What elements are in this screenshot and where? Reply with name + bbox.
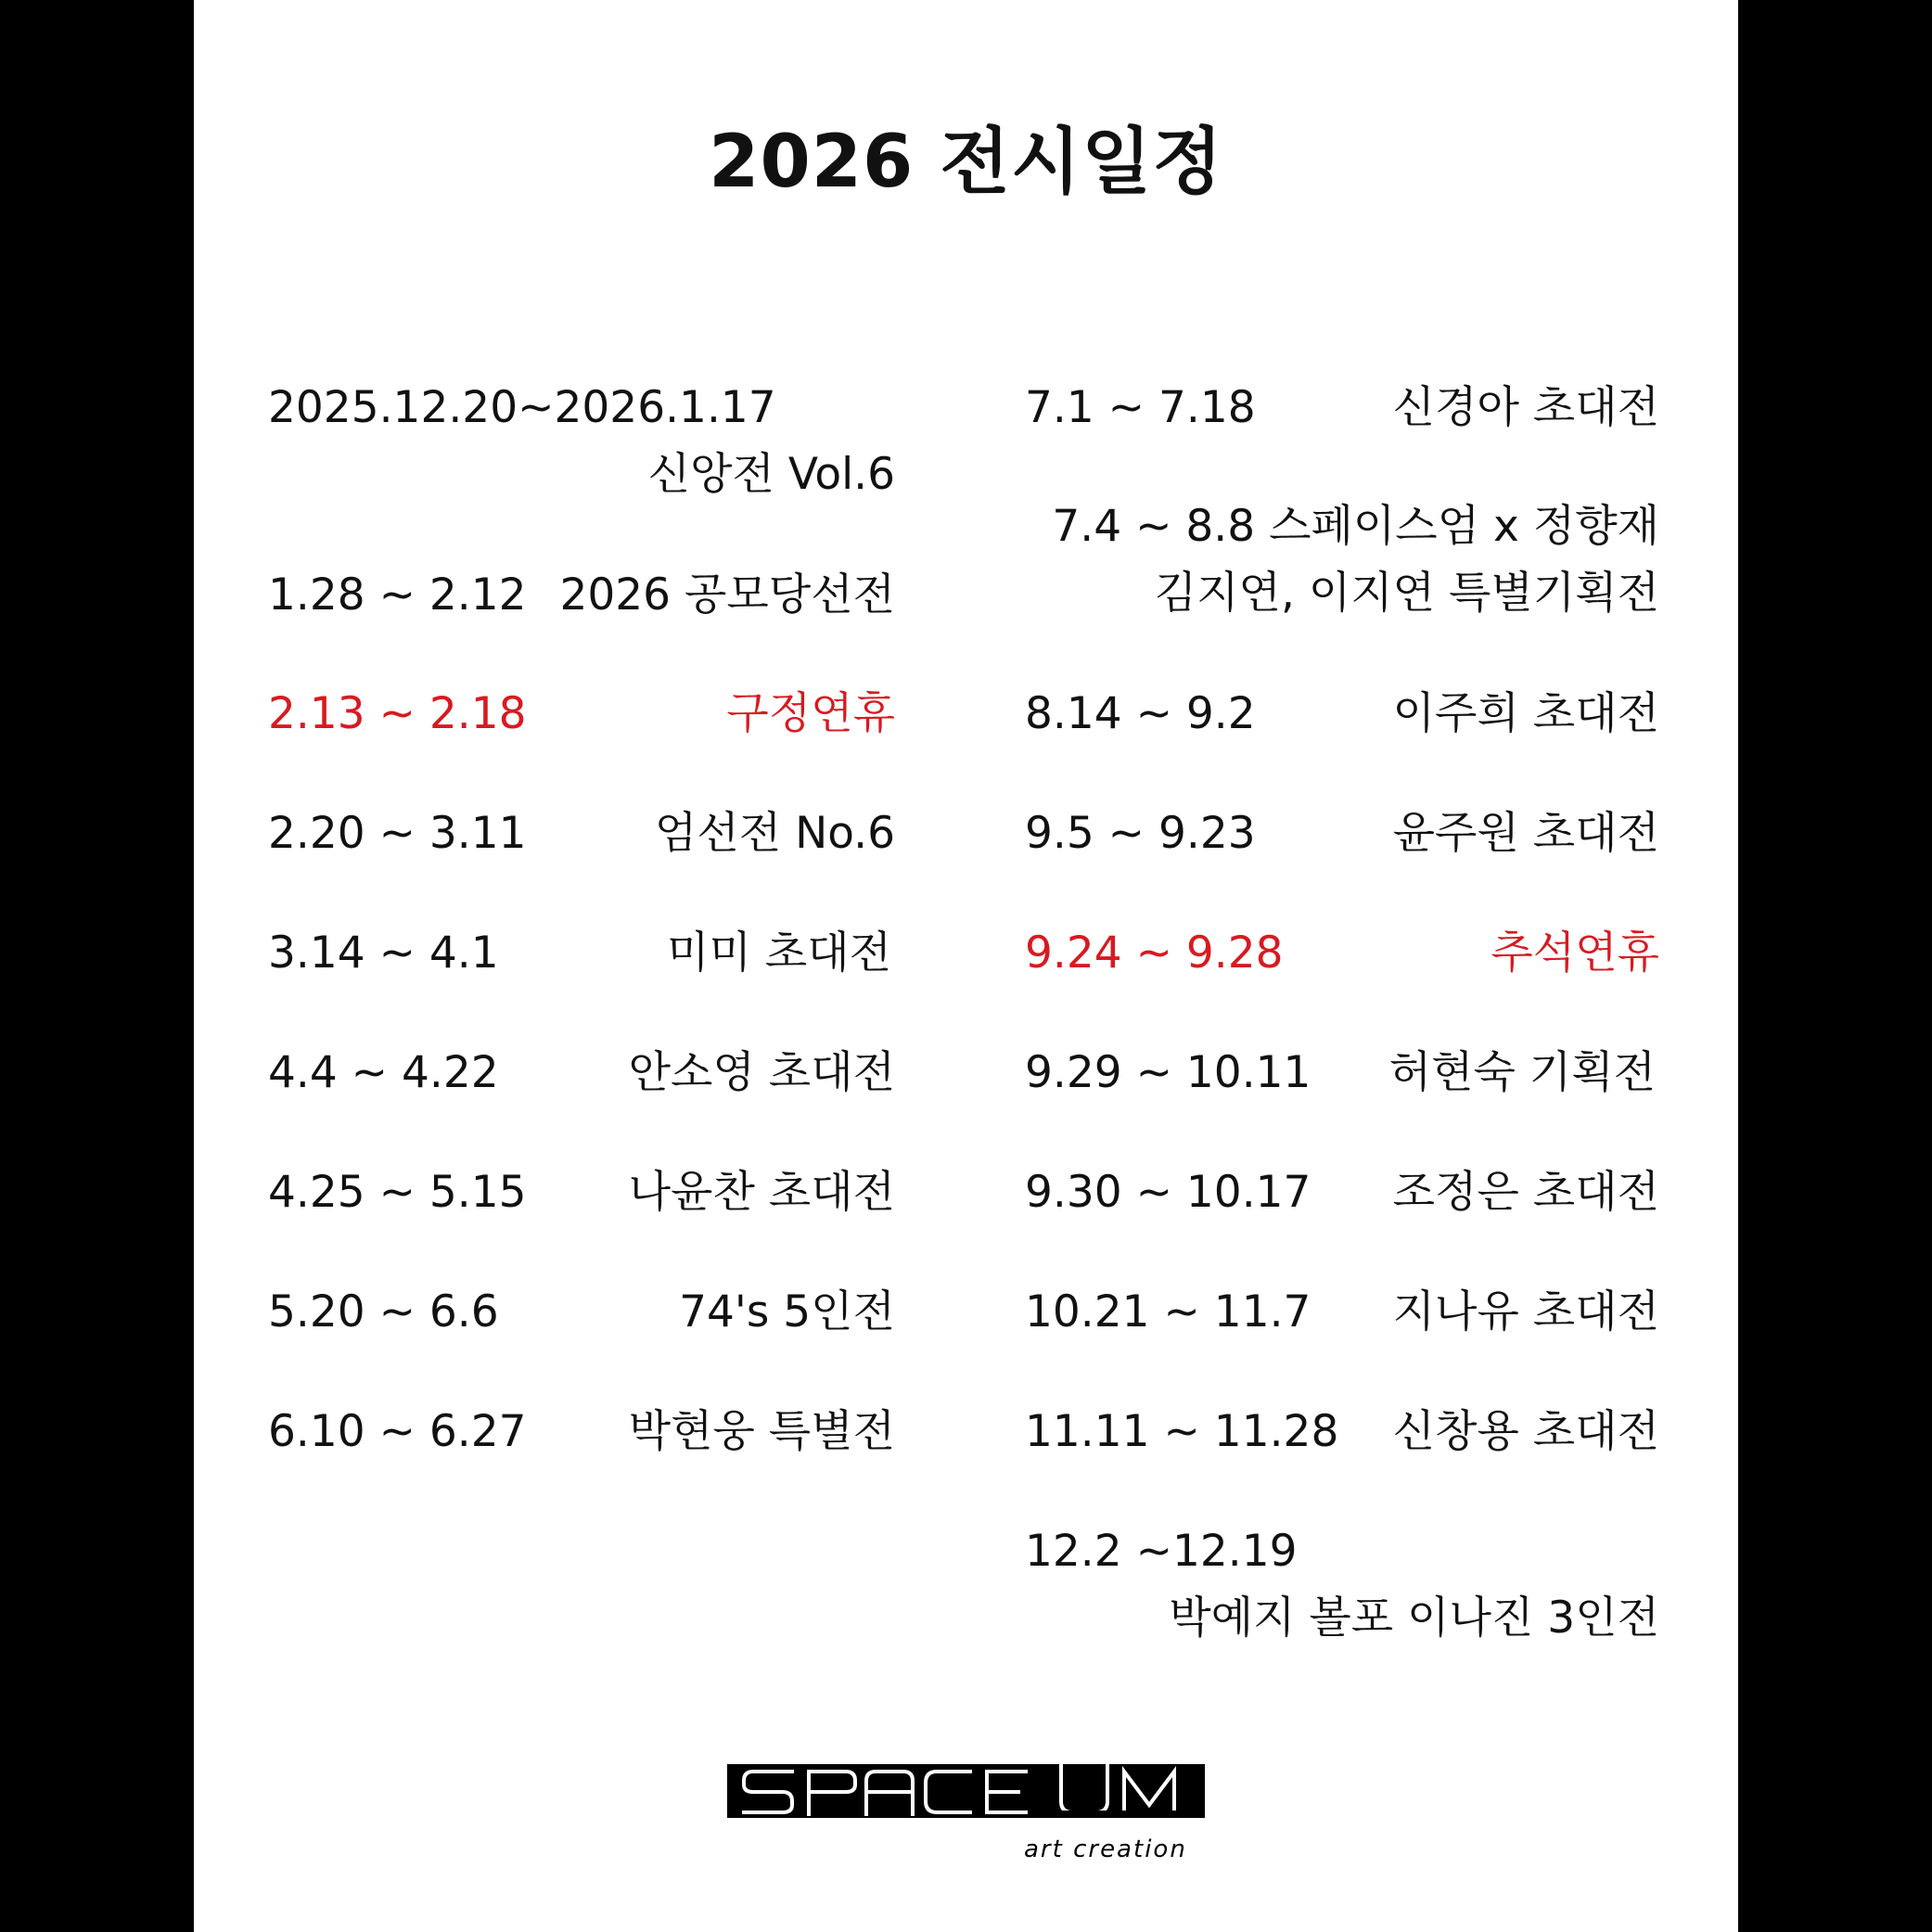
- entry-date: 2.20 ~ 3.11: [268, 808, 527, 859]
- entry-date: 7.1 ~ 7.18: [1025, 382, 1256, 433]
- entry-title: 구정연휴: [726, 688, 895, 739]
- entry-date: 9.24 ~ 9.28: [1025, 928, 1284, 979]
- entry-date: 4.25 ~ 5.15: [268, 1167, 527, 1218]
- entry-title: 박예지 볼포 이나진 3인전: [1169, 1593, 1659, 1644]
- entry-date: 4.4 ~ 4.22: [268, 1047, 499, 1098]
- schedule-entry: [1025, 1518, 1659, 1652]
- entry-date: 9.30 ~ 10.17: [1025, 1167, 1311, 1218]
- entry-date: 2025.12.20~2026.1.17: [268, 382, 776, 433]
- entry-title: 김지연, 이지연 특별기획전: [1154, 568, 1659, 619]
- svg-text:art creation: art creation: [1024, 1836, 1187, 1863]
- entry-date: 1.28 ~ 2.12: [268, 569, 527, 621]
- entry-title: 조정은 초대전: [1392, 1167, 1659, 1218]
- entry-title: 신앙전 Vol.6: [647, 449, 895, 500]
- schedule-poster: [194, 0, 1738, 1932]
- space-um-logo: [727, 1764, 1205, 1866]
- entry-title: 2026 공모당선전: [559, 569, 895, 621]
- entry-title: 안소영 초대전: [628, 1047, 895, 1098]
- schedule-entry: [1025, 493, 1659, 627]
- entry-title: 이주희 초대전: [1392, 688, 1659, 739]
- entry-date: 3.14 ~ 4.1: [268, 928, 499, 979]
- entry-date: 5.20 ~ 6.6: [268, 1286, 499, 1337]
- entry-date: 9.5 ~ 9.23: [1025, 808, 1256, 859]
- poster-title: 2026 전시일정: [709, 121, 1223, 204]
- entry-title: 박현웅 특별전: [628, 1406, 895, 1457]
- schedule-entry: [268, 375, 895, 508]
- entry-title: 윤주원 초대전: [1392, 808, 1659, 859]
- entry-title: 신경아 초대전: [1392, 382, 1659, 433]
- entry-title: 추석연휴: [1491, 928, 1659, 979]
- entry-title: 엄선전 No.6: [654, 808, 895, 859]
- entry-date: 8.14 ~ 9.2: [1025, 688, 1256, 739]
- entry-date: 12.2 ~12.19: [1025, 1526, 1298, 1577]
- entry-date: 9.29 ~ 10.11: [1025, 1047, 1311, 1098]
- entry-title: 나윤찬 초대전: [628, 1167, 895, 1218]
- entry-title: 74's 5인전: [679, 1286, 895, 1337]
- entry-date: 10.21 ~ 11.7: [1025, 1286, 1311, 1337]
- entry-title: 지나유 초대전: [1392, 1286, 1659, 1337]
- entry-title: 허현숙 기획전: [1388, 1047, 1656, 1098]
- entry-date: 2.13 ~ 2.18: [268, 688, 527, 739]
- entry-title: 미미 초대전: [667, 928, 891, 979]
- entry-date: 7.4 ~ 8.8 스페이스엄 x 정향재: [1052, 501, 1659, 552]
- entry-title: 신창용 초대전: [1392, 1406, 1659, 1457]
- entry-date: 11.11 ~ 11.28: [1025, 1406, 1339, 1457]
- entry-date: 6.10 ~ 6.27: [268, 1406, 527, 1457]
